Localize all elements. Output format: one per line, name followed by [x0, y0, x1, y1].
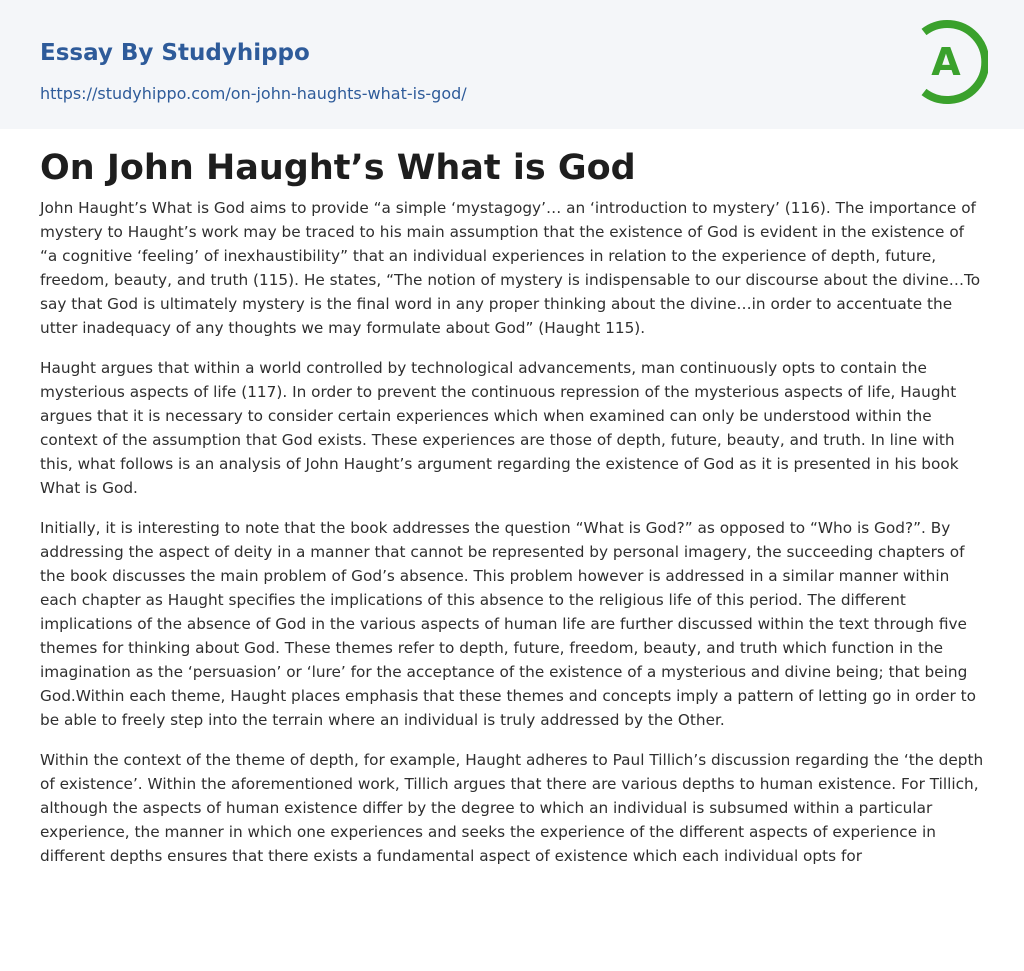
source-url-link[interactable]: https://studyhippo.com/on-john-haughts-what-is-god/	[40, 84, 467, 103]
logo-letter: A	[931, 40, 961, 84]
page-header	[0, 0, 1024, 129]
page-title: On John Haught’s What is God	[40, 148, 636, 188]
brand-title[interactable]: Essay By Studyhippo	[40, 40, 310, 66]
article-paragraph: John Haught’s What is God aims to provide “a simple ‘mystagogy’… an ‘introduction to mystery’ (116). The importance of mystery to Haught’s work may be traced to his main assumption that the existence of God is evident in the existence of “a cognitive ‘feeling’ of inexhaustibility” that an individual experiences in relation to the experience of depth, future, freedom, beauty, and truth (115). He states, “The notion of mystery is indispensable to our discourse about the divine…To say that God is ultimately mystery is the final word in any proper thinking about the divine…in order to accentuate the utter inadequacy of any thoughts we may formulate about God” (Haught 115).	[40, 199, 981, 337]
article-paragraph: Within the context of the theme of depth, for example, Haught adheres to Paul Tillich’s discussion regarding the ‘the depth of existence’. Within the aforementioned work, Tillich argues that there are various depths to human existence. For Tillich, although the aspects of human existence differ by the degree to which an individual is subsumed within a particular experience, the manner in which one experiences and seeks the experience of the different aspects of experience in different depths ensures that there exists a fundamental aspect of existence which each individual opts for	[40, 751, 984, 865]
article-paragraph: Haught argues that within a world controlled by technological advancements, man continuously opts to contain the mysterious aspects of life (117). In order to prevent the continuous repression of the mysterious aspects of life, Haught argues that it is necessary to consider certain experiences which when examined can only be understood within the context of the assumption that God exists. These experiences are those of depth, future, beauty, and truth. In line with this, what follows is an analysis of John Haught’s argument regarding the existence of God as it is presented in his book What is God.	[40, 359, 959, 497]
article-paragraph: Initially, it is interesting to note that the book addresses the question “What is God?” as opposed to “Who is God?”. By addressing the aspect of deity in a manner that cannot be represented by personal imagery, the succeeding chapters of the book discusses the main problem of God’s absence. This problem however is addressed in a similar manner within each chapter as Haught specifies the implications of this absence to the religious life of this period. The different implications of the absence of God in the various aspects of human life are further discussed within the text through five themes for thinking about God. These themes refer to depth, future, freedom, beauty, and truth which function in the imagination as the ‘persuasion’ or ‘lure’ for the acceptance of the existence of a mysterious and divine being; that being God.Within each theme, Haught places emphasis that these themes and concepts imply a pattern of letting go in order to be able to freely step into the terrain where an individual is truly addressed by the Other.	[40, 519, 977, 729]
article	[40, 146, 984, 884]
studyhippo-logo-icon[interactable]	[912, 18, 988, 106]
